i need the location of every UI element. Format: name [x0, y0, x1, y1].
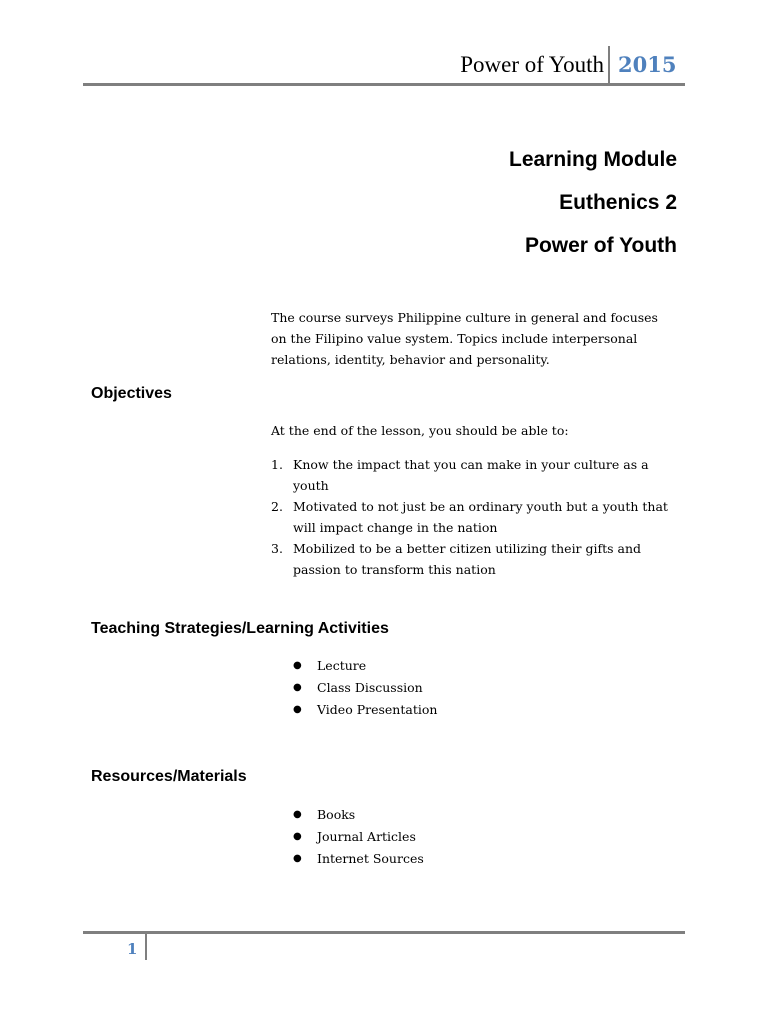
module-title: Learning Module — [509, 148, 677, 171]
course-description: The course surveys Philippine culture in general and focuses on the Filipino value system. Topics include interpersonal relations, identity, behavior and personality. — [271, 310, 658, 367]
list-item — [293, 848, 424, 870]
bullet-icon: ● — [293, 682, 302, 693]
list-item — [271, 538, 681, 580]
list-number: 2. — [271, 499, 283, 514]
bullet-icon: ● — [293, 809, 302, 820]
list-number: 3. — [271, 541, 283, 556]
list-number: 1. — [271, 457, 283, 472]
list-item — [271, 454, 681, 496]
strategies-heading: Teaching Strategies/Learning Activities — [91, 620, 389, 637]
footer-rule — [83, 931, 685, 934]
list-item-text: Internet Sources — [317, 851, 424, 866]
header-title: Power of Youth — [460, 52, 604, 77]
header-year: 2015 — [618, 52, 677, 77]
list-item-text: Books — [317, 807, 356, 822]
topic-title: Power of Youth — [524, 234, 677, 257]
list-item — [293, 699, 437, 721]
objectives-heading: Objectives — [91, 385, 172, 402]
list-item-text: Journal Articles — [317, 829, 416, 844]
course-title: Euthenics 2 — [559, 191, 677, 214]
page-number: 1 — [127, 940, 138, 958]
bullet-icon: ● — [293, 704, 302, 715]
footer-separator — [145, 934, 147, 960]
strategies-list — [293, 655, 437, 721]
resources-list — [293, 804, 424, 870]
list-item — [293, 677, 437, 699]
list-item-text: Lecture — [317, 658, 367, 673]
list-item — [293, 804, 424, 826]
header-separator — [608, 46, 610, 84]
list-item-text: Know the impact that you can make in your culture as a youth — [293, 457, 649, 493]
header-rule — [83, 83, 685, 86]
list-item — [293, 826, 424, 848]
list-item-text: Motivated to not just be an ordinary youth but a youth that will impact change in the nation — [293, 499, 668, 535]
bullet-icon: ● — [293, 660, 302, 671]
list-item — [293, 655, 437, 677]
bullet-icon: ● — [293, 831, 302, 842]
objectives-lead: At the end of the lesson, you should be able to: — [271, 423, 569, 438]
list-item-text: Mobilized to be a better citizen utilizing their gifts and passion to transform this nation — [293, 541, 642, 577]
resources-heading: Resources/Materials — [91, 768, 247, 785]
objectives-list — [271, 454, 681, 580]
list-item-text: Video Presentation — [317, 702, 438, 717]
list-item-text: Class Discussion — [317, 680, 423, 695]
list-item — [271, 496, 681, 538]
bullet-icon: ● — [293, 853, 302, 864]
